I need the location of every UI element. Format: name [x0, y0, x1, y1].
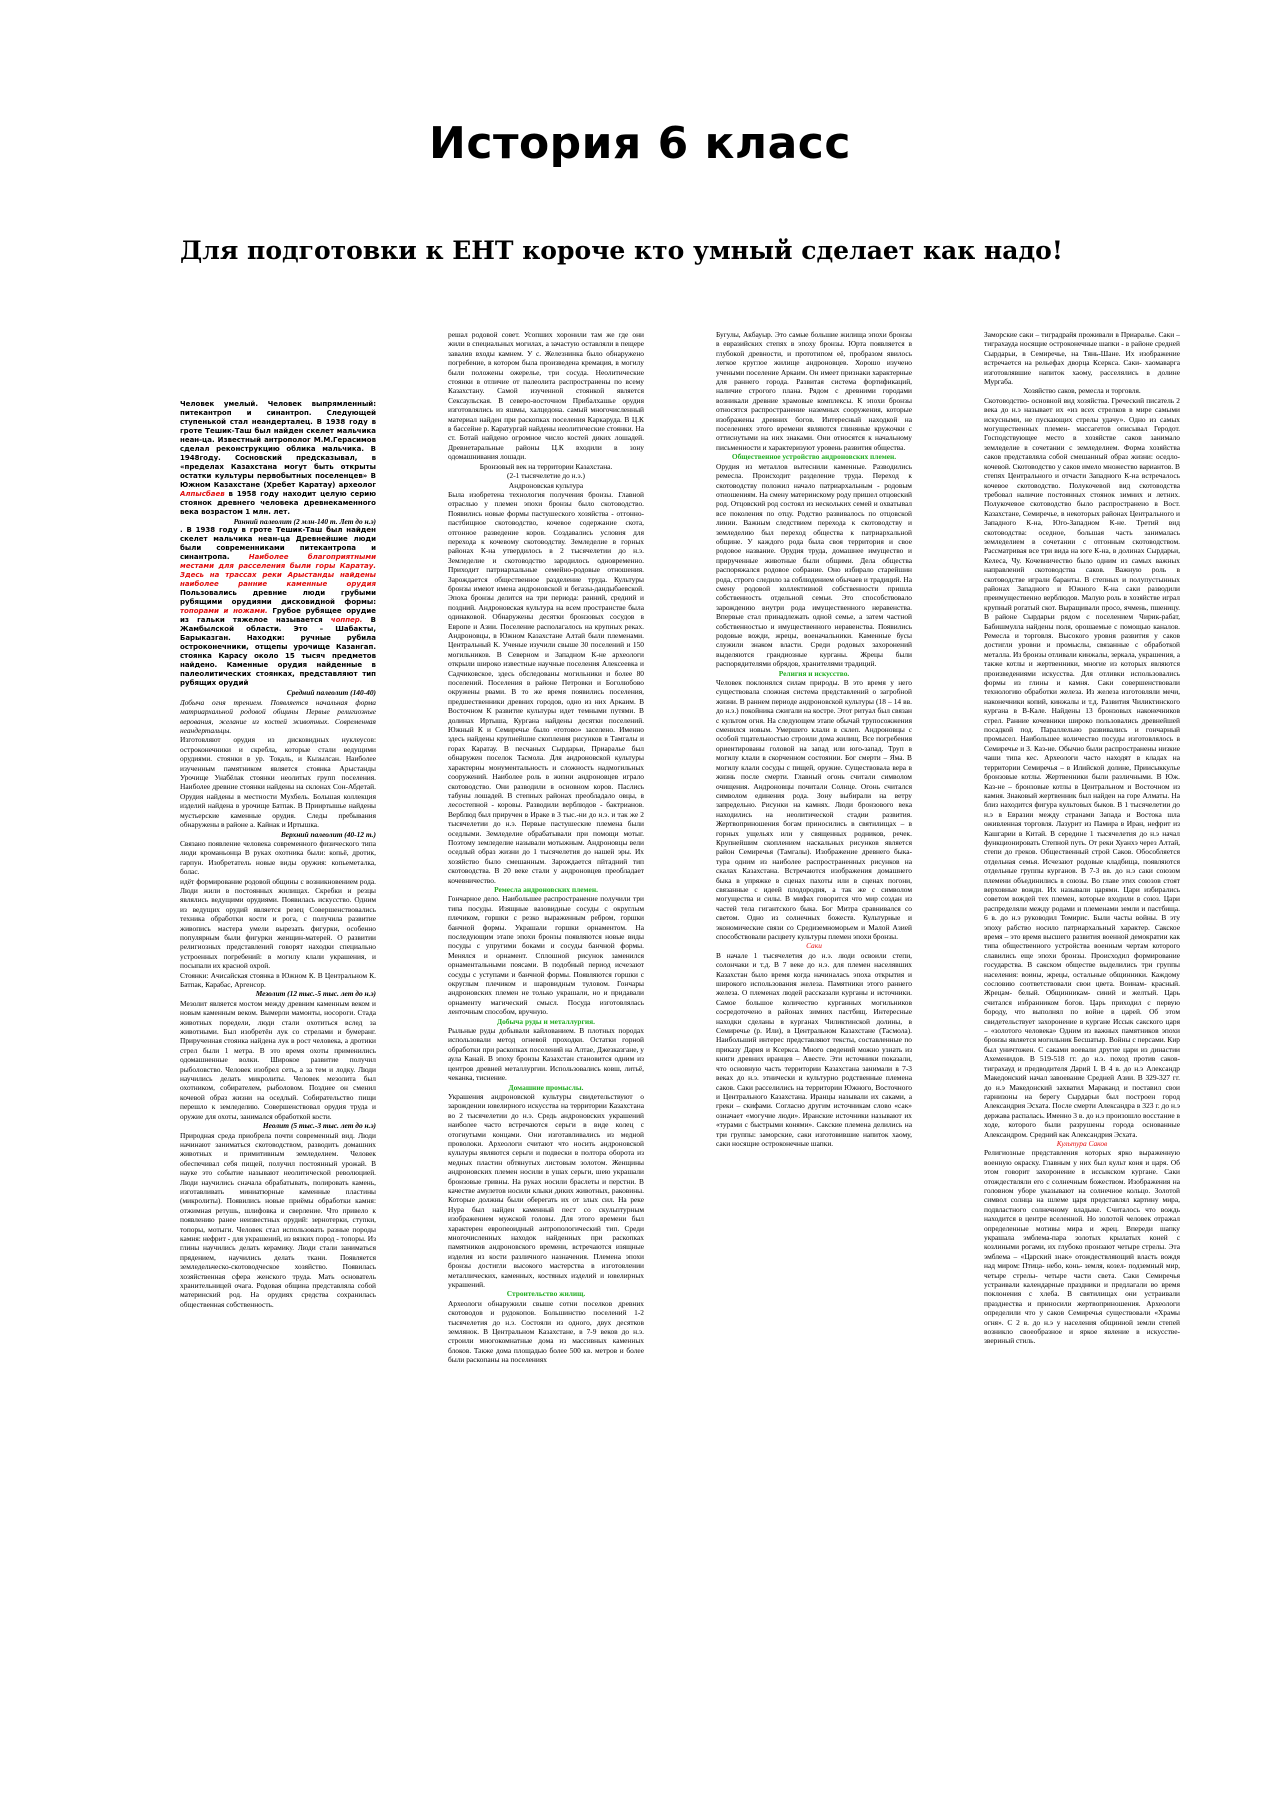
paragraph: Заморские саки – тиградрайя проживали в Приаралье. Саки – тиграхауда носящие остроконечные шапки - в районе средней Сырдарьи, в Семиречье, на Тянь-Шане. Их изображение встречается на рельефах дворца Ксеркса. Саки- хаомаварга изготовлявшие напиток хаому, расселялись в долине Мургаба. [984, 330, 1180, 387]
paragraph: решал родовой совет. Усопших хоронили там же где они жили в специальных могилах, а зачастую оставляли в пещере завалив входы камнем. У с. Железнинка было обнаружено погребение, в котором была произведена кремация, в могилу были положены ожерелье, три сосуда. Неолитические стоянки в отличие от палеолита распространены по всему Казахстану. Самой изученной стоянкой является Сексаульская. В северо-восточном Прибалхашье орудия изготовлялись из яшмы, халцедона. самый многочисленный материал найден при раскопках поселения Каркаруда. В Ц.К в бассейне р. Каратургай найдены неолитические стоянки. На ст. Ботай найдено огромное число костей диких лошадей. Древнетаральные районы Ц.К входили в зону одомашнивания лошади. [448, 330, 644, 462]
paragraph: . В 1938 году в гроте Тешик-Таш был найден скелет мальчика неан-ца Древнейшие люди были современниками питекантропа и синантропа. Наиболее благоприятными местами для расселения были горы Каратау. Здесь на трассах реки Арыстанды найдены наиболее ранние каменные орудия Пользовались древние люди грубыми рубящими орудиями дисковидной формы: топорами и ножами. Грубое рубящее орудие из гальки тяжелое называется чоппер. В Жамбылской области. Это – Шабакты, Барыказган. Находки: ручные рубила остроконечники, отщепы урочище Казангап. стоянка Карасу около 15 тысяч предметов найдено. Каменные орудия найденные в палеолитических стоянках, представляют тип рубящих орудий [180, 526, 376, 688]
paragraph: Украшения андроновской культуры свидетельствуют о зарождении ювелирного искусства на территории Казахстана во 2 тысячелетии до н.э. Средь андроновских украшений наиболее часто встречаются серьги в виде колец с отогнутыми концами. Они изготавливались из медной проволоки. Археологи считают что носить андроновской культуры являются серьги и подвески в полтора оборота из медных пластин обтянутых листовым золотом. Женщины андроновских племен носили в ушах серьги, шею украшали бронзовые гривны. На руках носили браслеты и перстни. В качестве амулетов носили клыки диких животных, раковины. Которые должны были оберегать их от злых сил. На реке Нура был найден каменный пест со скульптурным изображением мужской головы. Для этого времени был характерен европеоидный антропологический тип. Среди многочисленных находок найденных при раскопках памятников андроновского времени, встречаются изящные изделия из кости различного назначения. Племена эпохи бронзы достигли высокого мастерства в изготовлении металлических, каменных, костяных изделий и ювелирных украшений. [448, 1091, 644, 1290]
section-heading: Религия и искусство. [778, 668, 850, 678]
paragraph: Мезолит является мостом между древним каменным веком и новым каменным веком. Вымерли мамонты, носороги. Стада животных поредели, люди стали охотиться вслед за животными. Был изобретён лук со стрелами и бумеранг. Прирученная стоянка найдена лук в рост человека, а дротики стрел были 1 метра. В это время охоты применились одомашненные волки. Широкое развитие получил рыболовство. Человек изобрел сеть, а за тем и лодку. Люди научились делать микролиты. Человек мезолита был охотником, собирателем, рыболовом. Позднее он сменил кочевой образ жизни на оседлый. Собирательство пищи перешло к земледелию. Совершенствовал орудия труда и оружие для охоты, занимался обработкой кости. [180, 998, 376, 1121]
section-heading: Общественное устройство андроновских племен. [731, 452, 897, 462]
section-heading: Культура Саков [1056, 1138, 1108, 1148]
page-title: История 6 класс [429, 118, 851, 169]
paragraph: Стоянки: Ачисайская стоянка в Южном К. В Центральном К. Батпак, Карабас, Аргенсор. [180, 970, 376, 989]
paragraph: Гончарное дело. Наибольшее распространение получили три типа посуды. Изящные вазовидные сосуды с округлым плечиком, горшки с резко выраженным ребром, горшки банчной формы. Украшали горшки орнаментом. На последующим этапе эпохи бронзы появляются новые виды посуды с упругими боками и сосуды банчной формы. Менялся и орнамент. Сплошной рисунок заменился орнаментальными поясами. В подобный период исчезают сосуды с уступами и банчной формы. Появляются горшки с округлым плечиком и шаровидным туловом. Гончары андроновских племен не только украшали, но и придавали орнаменту магический смысл. Посуда изготовлялась ленточным способом, вручную. [448, 894, 644, 1017]
section-heading: Домашние промыслы. [508, 1082, 584, 1092]
paragraph: Скотоводство- основной вид хозяйства. Греческий писатель 2 века до н.э называет их «из всех стрелков в мире самыми искусными, не пускающих стрелы удачу». Одно из самых могущественных племен- массагетов описывал Геродот. Господствующее место в хозяйстве саков занимало земледелие в сочетании с земледелием. Форма хозяйства саков представляла собой смешанный образ жизни: оседло-кочевой. Скотоводство у саков имело множество вариантов. В степях Центрального и отчасти Западного К-на встречалось кочевое скотоводство. Полукочевой вид скотоводства требовал наличие постоянных стоянок зимних и летних. Полукочевое скотоводство было распространено в Вост. Казахстане, Семиречье, в некоторых районах Центрального и Западного К-на, Юго-Западном К-не. Третий вид скотоводства: оседное, большая часть занималась земледелием в сочетании с отгонным скотоводством. Рассматривая все три вида на юге К-на, в долинах Сырдарьи, Келеса, Чу. Кочевничество было одним из самых важных направлений скотоводства саков. Важную роль в скотоводстве играли баранты. В степных и полупустынных районах Западного и Южного К-на саки разводили преимущественно верблюдов. Малую роль в хозяйстве играл крупный рогатый скот. Выращивали просо, ячмень, пшеницу. В районе Сырдарьи рядом с поселением Чирик-рабат, Бабишмулла найдены поля, орошаемые с помощью каналов. Ремесла и торговля. Высокого уровня развития у саков достигли уровни и промыслы, связанные с обработкой металла. Из бронзы отливали кинжалы, зеркала, украшения, а также котлы и жертвенники, многие из которых являются произведениями искусства. Для отливки использовались формы из глины и камня. Саки совершенствовали технологию обработки железа. Из железа изготовляли мечи, наконечники копий, кинжалы и т.д. Развития Чиликтинского кургана в В-Кале. Найдены 13 бронзовых наконечников стрел. Ранние кочевники широко пользовались древнейшей посадкой под. Параллельно развивались и гончарный промысел. Наибольшее количество посуды изготовлялось в Семиречье и З. Каз-не. Обычно были распространены низкие чаши типа кес. Археологи часто находят в кладах на территории Семиречья – в Илийской долине, Приисыккулье бронзовые котлы. Жертвенники были различными. В Юж. Каз-не – бронзовые котлы в Центральном и Восточном из камня. Знаковый жертвенник был найден на горе Алматы. На близ находится фигура культовых быков. В 1 тысячелетии до н.э в Евразии между странами Запада и Востока шла оживленная торговля. Лазурит из Памира в Иран, нефрит из Кашгарии в Китай. В середине 1 тысячелетия до н.э начал функционировать Степной путь. От реки Хуанхэ через Алтай, степи до греков. Общественный строй Саков. Обособляется отдельная семья. Исчезают родовые кладбища, появляются отдельные группы курганов. В 7-3 вв. до н.э саки союзом племени объединились в союзы. Во главе этих союзов стоят верховные вожди. Их называли царями. Цари избирались советом вождей тех племен, которые входили в союз. Цари распределяли между родами и племенами земли и пастбища. 6 в. до н.э руководил Томирис. Были часты войны. В эту эпоху рабство носило патриархальный характер. Сакское время – это время высшего развития военной демократии как типа общественного устройства военным чертам которого славились еще эпохи бронзы. Происходил формирование государства. В сакском обществе выделились три группы населения: воины, жрецы, остальные общинники. Каждому сословию соответствовали свои цвета. Воинам- красный. Жрецам- белый. Общинникам- синий и желтый. Царь считался избранником богов. Царь приходил с первую бороду, что выполнял по войне в царей. Об этом свидетельствует захоронение в кургане Иссык сакского царя – «золотого человека» Одним из важных памятников эпохи бронзы является могильник Бесшатыр. Войны с персами. Кир был уничтожен. С саками воевали другие цари из династии Ахеменидов. В 519-518 гг. до н.э. поход против саков-тиграхауд и предводителя Дарий I. В 4 в. до н.э Александр Македонский начал завоевание Средней Азии. В 329-327 гг. до н.э Македонский захватил Мараканд и поставил свои гарнизоны на берегу Сырдарьи был построен город Александрия Эсхата. После смерти Александра в 323 г. до н.э держава распалась. Именно 3 в. до н.э произошло восстание в ходе, которого были разрушены города основанные Александром. Средний как Александрия Эсхата. [984, 395, 1180, 1139]
section-heading: (2-1 тысячелетие до н.э.) [507, 471, 585, 481]
text-column-4 [984, 330, 1180, 1790]
paragraph: Связано появление человека современного физического типа люди кроманьонца В руках охотника были: копьё, дротик, гарпун. Изобретатель новые виды оружия: копьеметалка, болас. [180, 838, 376, 877]
paragraph: Добыча огня трением. Появляется начальная форма матриархальной родовой общины Первые религиозные верования, желание из костей животных. Современная неандертальцы. [180, 697, 376, 736]
paragraph: Орудия из металлов вытеснили каменные. Разводились ремесла. Происходит разделение труда. Переход к скотоводству положил начало патриархальным - родовым отношениям. На смену материнскому роду пришел отцовский род. Отцовский род состоял из нескольких семей и охватывал все поколения по отцу. Родство развивалось по отцовской линии. Важным следствием перехода к скотоводству и земледелию был переход общества к патриархальной общине. У каждого рода была своя территория и свое родовое название. Орудия труда, домашнее имущество и прирученные животные были общими. Дела общества распоряжался родовое собрание. Оно избирало старейшин рода, строго следило за соблюдением обычаев и традиций. На смену родовой коллективной собственности пришла собственность отдельной семьи. Это способствовало зарождению внутри рода имущественного неравенства. Впервые стал принадлежать одной семье, а затем частной собственностью и имущественного неравенства. Появились родовые вожди, жрецы, военачальники. Каменные бусы служили знаком власти. Среди родовых захоронений выделяются грандиозные курганы. Жрецы были распорядителями обрядов, хранителями традиций. [716, 461, 912, 669]
paragraph: Была изобретена технология получения бронзы. Главной отраслью у племен эпохи бронзы было скотоводство. Появились новые формы пастушеского хозяйства - отгонно-пастбищное скотоводство, кочевое содержание скота, отгонное разведение коров. Создавались условия для перехода к кочевому скотоводству. Земледелие в горных районах К-на утвердилось в 2 тысячелетии до н.э. Земледелие и скотоводство зародилось одновременно. Приходит патриархальные семейно-родовые отношения. Зарождается общественное разделение труда. Культуры бронзы имеют имена андроновской и бегазы-дандыбаевской. Эпоха бронзы делится на три периода: ранний, средний и поздний. Андроновская культура на всем пространстве была одинаковой. Обнаружены десятки бронзовых сосудов в Европе и Азии. Поселение располагалось на крупных реках. Андроновцы, в Южном Казахстане Алтай были племенами. Центральный К. Ученые изучили свыше 30 поселений и 150 могильников. В Северном и Западном К-не археологи открыли широко известные научные поселения Алексеевка и Садчиковское, здесь обследованы могильники и более 80 поселений. Поселения в районе Петровки и Боголюбово окружены рвами. В то же время появились поселения, предшественники древних городов, одно из них Аркаим. В Восточном К развитие культуры идет темными путями. В долинах Иртыша, Кургана найдены десятки поселений. Южный К и Семиречье было «готово» заселено. Именно здесь найдены крупнейшие скопления рисунков в Тамгалы и горах Каратау. В песчаных Сырдарьи, Приаралье был обнаружен поселок Тасмола. Для андроновской культуры характерны монументальность и сложность надмогильных сооружений. Наиболее роль в жизни андроновцев играло скотоводство. Они разводили в основном коров. Паслись табуны лошадей. В степных районах преобладало овцы, в лесостепной - коровы. Разводили верблюдов - бактрианов. Верблюд был приручен в Ираке в 3 тыс.-ни до н.э. и так же 2 тысячелетии до н.э. Первые пастушеские племена были оседлыми. Земледелие обрабатывали при помощи мотыг. Поэтому земледелие называли мотыжным. Андроновцы вели оседлый образ жизни до 1 тысячелетия до нашей эры. Их хозяйство было смешанным. Зарождается пйтадний тип скотоводства. В 20 веке стали у андроновцев преобладает кочевничество. [448, 489, 644, 885]
period-heading: Мезолит (12 тыс.-5 тыс. лет до н.э) [255, 989, 376, 999]
paragraph: Природная среда приобрела почти современный вид. Люди начинают заниматься скотоводством, разводить домашних животных и примитивным земледелием. Человек обеспечивал себя пищей, получил постоянный урожай. В науке это событие называют неолитической революцией. Люди научились сначала обрабатывать, полировать камень, изготавливать миниатюрные каменные пластины (микролиты). Появились новые приёмы обработки камня: отжимная ретушь, шлифовка и сверление. Что привело к появлению ранее неизвестных орудий: зернотерки, ступки, топоры, мотыги. Человек стал использовать разные породы камня: нефрит - для украшений, из вязких пород - топоры. Из глины научились делать керамику. Люди стали заниматься прядением, научились делать ткани. Появляется земледельческо-скотоводческое хозяйство. Появилась хозяйственная сфера женского труда. Мать основатель хранительницей очага. Родовая община представляла собой материнский род. На орудиях средства сохранилась общественная собственность. [180, 1130, 376, 1309]
period-heading: Средний палеолит (140-40) [286, 688, 376, 698]
section-heading: Бронзовый век на территории Казахстана. [479, 461, 613, 471]
paragraph: Изготовляют орудия из дисковидных нуклеусов: остроконечники и скребла, которые стали ведущими орудиями. стоянки в ур. Тоқаль, и Кызылсан. Наиболее изученным памятником является стоянка Арыстанды Урочище Унабёлак стоянки неолитых групп поселения. Наиболее древние стоянки найдены на склонах Сон-Абдетай. Орудия найдены в местности Мухбель. Большая коллекция изделий найдена в урочище Батпак. В Прииртышье найдены мустьерские каменные орудия. Следы пребывания обнаружены в районе а. Кайнак и Иртышка. [180, 735, 376, 830]
text-column-3 [716, 330, 912, 1790]
text-column-2 [448, 330, 644, 1790]
paragraph: идёт формирование родовой общины с возникновением рода. Люди жили в постоянных жилищах. Скребки и резцы являлись ведущими орудиями. Появилась искусство. Одним из ведущих орудий является резец Совершенствовались техника обработки кости и рога, с получила развитие живопись мастера умели вырезать фигурки, особенно популярным были фигурки женщин-матерей. О развитии религиозных представлений говорят находки специально устроенных погребений: в могилу клали украшения, и посыпали их красной охрой. [180, 876, 376, 971]
paragraph: Археологи обнаружили свыше сотни поселков древних скотоводов и рудокопов. Большинство поселений 1-2 тысячелетия до н.э. Состояли из одного, двух десятков землянок. В Центральном Казахстане, в 7-9 веков до н.э. строили многокомнатные дома из массивных каменных блоков. Также дома площадью более 500 кв. метров и более были раскопаны на поселениях [448, 1298, 644, 1365]
period-heading: Верхний палеолит (40-12 т.) [280, 829, 376, 839]
section-heading: Добыча руды и металлургия. [496, 1016, 595, 1026]
paragraph: Рыльные руды добывали кайлованием. В плотных породах использовали метод огневой проходки. Остатки горной обработки при раскопках поселений на Алтае, Джезказгане, у аула Канай. В эпоху бронзы Казахстан становится одним из центров древней металлургии. Использовались ковш, литьё, чеканка, тиснение. [448, 1026, 644, 1083]
section-heading: Хозяйство саков, ремесла и торговля. [1023, 386, 1141, 396]
period-heading: Неолит (5 тыс.-3 тыс. лет до н.э) [262, 1121, 376, 1131]
section-heading: Андроновская культура [508, 480, 584, 490]
paragraph: В начале 1 тысячелетия до н.э. люди освоили степи, солончаки и т.д. В 7 веке до н.э. для племен населявших Казахстан было время когда начиналась эпоха открытия и широкого использования железа. Памятники этого раннего железа. О племенах людей рассказали курганы и источники. Самое большое количество курганных могильников сосредоточено в районах зимних пастбищ. Интересные находки сделаны в курганах Чиликтинской долины, в Семиречье (р. Или), в Центральном Казахстане (Тасмола). Наибольший интерес представляют тексты, составленные по приказу Дария и Ксеркса. Много сведений можно узнать из книги древних иранцев – Авесте. Эти источники показали, что основную часть территории Казахстана занимали в 7-3 веках до н.э. этнически и культурно родственные племена саков. Саки расселились на территории Южного, Восточного и Центрального Казахстана. Иранцы называли их саками, а греки – скифами. Согласно другим источникам слово «сак» означает «могучие люди». Иранские источники называют их «турами с быстрыми конями». Сакские племена делились на три группы: заморские, саки изготовившие напиток хаому, саки носящие остроконечные шапки. [716, 950, 912, 1148]
text-column-1 [180, 400, 376, 1790]
paragraph: Религиозные представления которых ярко выраженную военную окраску. Главным у них был культ коня и царя. Об этом говорит захоронение в иссыкском кургане. Саки отождествляли его с солнечным божеством. Изображения на головном уборе указывают на солнечное кольцо. Золотой символ солнца на шлеме царя представлял картину мира, подвластного солнечному владыке. Считалось что вождь находится в центре вселенной. Но золотой человек отражал определенные мотивы мира и жрец. Впереди шапку украшала эмблема-пара золотых крылатых коней с козлиными рогами, их глубоко пронзают четыре стрелы. Эта эмблема – «Царский знак» отождествляющий власть вождя над миром: Птица- небо, конь- земля, козел- подземный мир, четыре стрелы- четыре части света. Саки Семиречья устраивали календарные праздники и предлагали во время поклонения с хлеба. В святилищах они устраивали празднества и приносили жертвоприношения. Археологи определили что у саков Семиречья существовали «Храмы огня». С 2 в. до н.э у населения общинной земли степей возникло своеобразное и яркое явление в искусстве- звериный стиль. [984, 1148, 1180, 1346]
paragraph: Человек поклонялся силам природы. В это время у него существовала сложная система представлений о загробной жизни. В раннем периоде андроновской культуры (18 – 14 вв. до н.э.) покойника сжигали на костре. Этот ритуал был связан с культом огня. На следующем этапе обычай трупосожжения сменился новым. Умершего клали в склеп. Андроновцы с особой тщательностью строили дома жилищ. Все погребения ориентированы головой на запад или юго-запад. Труп в могилу клали в скорченном состоянии. Бог смерти – Яма. В могилу клали сосуды с пищей, оружие. Существовала вера в жизнь после смерти. Главный огонь считали символом очищения. Андроновцы почитали Солнце. Огонь считался символом единения рода. Зону выбирали на ветру запредельно. Рисунки на камнях. Люди бронзового века находились на неолитической стадии развития. Жертвоприношения богам приносились в святилищах – в горных ущельях или у священных родников, речек. Крупнейшим скоплением наскальных рисунков является район Семиречья (Тамгалы). Изображение древнего быка-тура одним из наиболее распространенных рисунков на скалах Казахстана. Встречаются изображения домашнего быка в упряжке в сценах пахоты или в сценах погони, связанные с идеей плодородия, а так же с символом могущества и силы. В мифах говорится что мир создан из частей тела гигантского быка. Бог Митра сравнивался со светом. Одно из солнечных божеств. Культурные и экономические связи со Средиземноморьем и Малой Азией способствовали расцвету культуры племен эпохи бронзы. [716, 678, 912, 941]
paragraph: Бугулы, Акбауыр. Это самые большие жилища эпохи бронзы в евразийских степях в эпоху бронзы. Юрта появляется в глубокой древности, и прототипом её, пробразом явилось легкое круглое жилище андроновцев. Хорошо изучено учеными поселение Аркаим. Он имеет признаки характерные для раннего города. Развитая система фортификаций, наличие строгого плана. Рядом с древними городами возникали древние храмовые комплексы. К эпохи бронзы относятся распространение наземных сооружения, которые изображены древних богов. Интересный находкой на поселениях этого времени являются глиняные кружочки с оттиснутыми на них знаками. Они относятся к начальному письменности и характеризуют уровень развития общества. [716, 330, 912, 452]
section-heading: Строительство жилищ. [506, 1289, 586, 1299]
section-heading: Саки [806, 941, 822, 951]
paragraph: Человек умелый. Человек выпрямленный: питекантроп и синантроп. Следующей ступенькой стал неандерталец. В 1938 году в гроте Тешик-Таш был найден скелет мальчика неан-ца. Известный антрополог М.М.Герасимов сделал реконструкцию облика мальчика. В 1948году. Сосновский предсказывал, в «пределах Казахстана могут быть открыты остатки культуры первобытных поселенцев» В Южном Казахстане (Хребет Каратау) археолог Алпысбаев в 1958 году находит целую серию стоянок древнего человека древнекаменного века возрастом 1 млн. лет. [180, 400, 376, 516]
page-subtitle: Для подготовки к ЕНТ короче кто умный сделает как надо! [180, 236, 1063, 265]
period-heading: Ранний палеолит (2 млн-140 т. Лет до н.э) [233, 517, 376, 526]
section-heading: Ремесла андроновских племен. [494, 884, 598, 894]
